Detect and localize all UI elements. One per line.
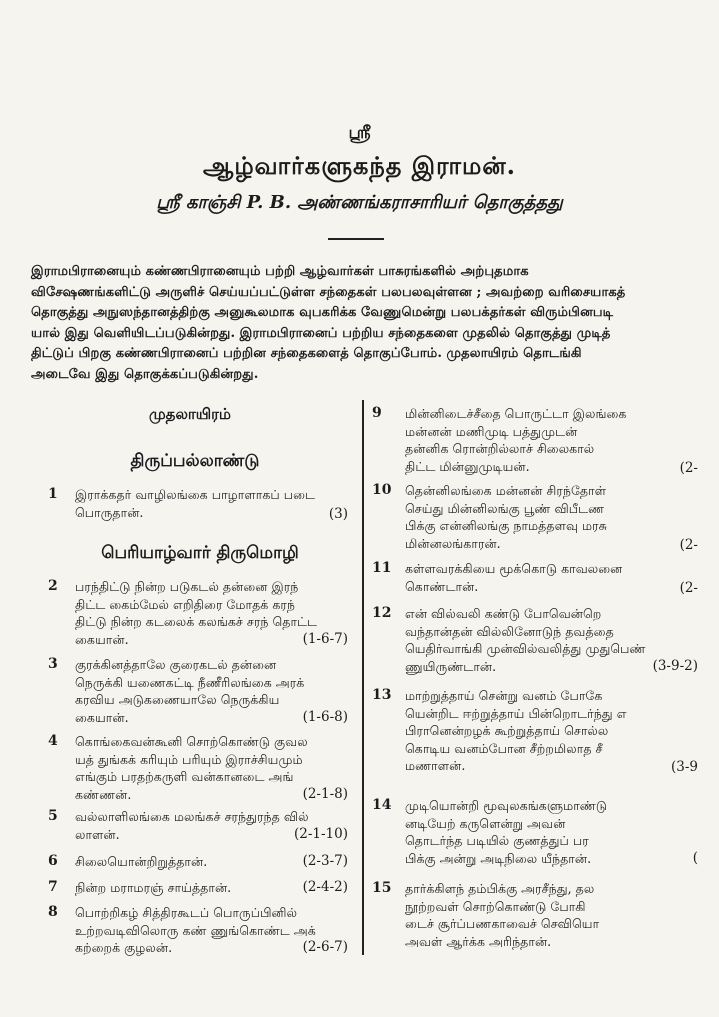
verse-line: பரந்திட்டு நின்ற படுகடல் தன்னை இரந் (75, 579, 299, 594)
verse-line: பிக்கு அன்று அடிநிலை யீந்தான். (405, 850, 592, 866)
verse-line: கையான். (75, 709, 129, 725)
verse-line: சிலையொன்றிறுத்தான். (75, 854, 208, 869)
verse-number: 5 (48, 808, 58, 824)
intro-paragraph (31, 262, 689, 385)
verse-line: ணுயிருண்டான். (405, 658, 497, 674)
work-heading-thiruppallandu: திருப்பல்லாண்டு (130, 451, 260, 471)
verse-number: 3 (48, 656, 58, 672)
sri-mark: ஸ்ரீ (348, 123, 371, 143)
column-divider (362, 400, 364, 955)
verse-entry (372, 605, 712, 681)
verse-entry (48, 808, 348, 848)
verse-reference: (3) (328, 506, 348, 522)
intro-line: அடைவே இது தொகுக்கப்படுகின்றது. (31, 366, 259, 382)
verse-line: இராக்கதர் வாழிலங்கை பாழாளாகப் படை (75, 487, 316, 502)
verse-entry (372, 482, 712, 558)
verse-reference: (1-6-8) (302, 709, 348, 725)
verse-line: பிக்கு என்னிலங்கு நாமத்தளவு மரசு (405, 518, 607, 533)
verse-entry (372, 560, 712, 600)
verse-line: மின்னிடைச்சீதை பொருட்டா இலங்கை (405, 406, 627, 421)
verse-line: தன்னிக ரொன்றில்லாச் சிலைகால் (405, 441, 595, 456)
verse-line: நின்ற மராமரஞ் சாய்த்தான். (75, 880, 232, 895)
verse-line: மின்னலங்காரன். (405, 535, 501, 551)
verse-number: 14 (372, 797, 392, 813)
verse-line: கரவிய அடுகணையாலே நெருக்கிய (75, 692, 280, 707)
verse-text (405, 880, 712, 950)
verse-line: கொடிய வனம்போன சீற்றமிலாத சீ (405, 740, 603, 756)
verse-number: 15 (372, 880, 392, 896)
verse-text (75, 486, 348, 521)
verse-reference: (2- (679, 460, 698, 476)
verse-text (405, 560, 712, 595)
verse-reference: (2-3-7) (302, 853, 348, 869)
verse-number: 4 (48, 733, 58, 749)
verse-line: குரக்கினத்தாலே குரைகடல் தன்னை (75, 657, 277, 672)
intro-line: தொகுத்து அநுஸந்தானத்திற்கு அனுகூலமாக வுபகரிக்க வேணுமென்று பலபக்தர்கள் விரும்பினபடி (31, 305, 614, 320)
verse-entry (48, 656, 348, 732)
verse-text (405, 687, 712, 775)
intro-line: இராமபிரானையும் கண்ணபிரானையும் பற்றி ஆழ்வார்கள் பாசுரங்களில் அற்புதமாக (31, 264, 529, 279)
verse-reference: (2-1-10) (293, 826, 348, 842)
verse-reference: (2-6-7) (302, 939, 348, 955)
verse-number: 12 (372, 605, 392, 621)
title-rule (328, 238, 384, 240)
verse-line: திட்ட கைம்மேல் எறிதிரை மோதக் கரந் (75, 596, 295, 612)
verse-line: கொங்கைவன்கூனி சொற்கொண்டு குவல (75, 734, 308, 749)
verse-reference: (3-9 (670, 759, 698, 775)
verse-line: லாளன். (75, 826, 120, 842)
verse-line: யத் துங்கக் கரியும் பரியும் இராச்சியமும் (75, 751, 303, 767)
verse-line: எங்கும் பரதற்கருளி வன்கானடை அங் (75, 769, 294, 784)
verse-line: டைச் சூர்ப்பணகாவைச் செவியொ (405, 916, 600, 931)
verse-reference: (2-1-8) (302, 786, 348, 802)
verse-entry (372, 405, 712, 481)
work-heading-periyazhvar-thirumozhi: பெரியாழ்வார் திருமொழி (101, 543, 299, 563)
verse-number: 2 (48, 578, 58, 594)
verse-line: தொடர்ந்த படியில் குணத்துப் பர (405, 833, 589, 848)
verse-line: வல்லாளிலங்கை மலங்கச் சரந்துரந்த வில் (75, 809, 309, 824)
intro-line: விசேஷணங்களிட்டு அருளிச் செய்யப்பட்டுள்ள சந்தைகள் பலபலவுள்ளன ; அவற்றை வரிசையாகத் (31, 284, 626, 300)
verse-number: 10 (372, 482, 392, 498)
verse-number: 13 (372, 687, 392, 703)
section-heading: முதலாயிரம் (149, 405, 231, 423)
verse-number: 7 (48, 879, 58, 895)
verse-text (405, 482, 712, 552)
verse-line: கொண்டான். (405, 578, 479, 594)
verse-line: உற்றவடிவிலொரு கண் ணுங்கொண்ட அக் (75, 922, 316, 938)
verse-line: வந்தான்தன் வில்லினோடுந் தவத்தை (405, 623, 614, 639)
verse-text (405, 405, 712, 475)
verse-text (405, 797, 712, 867)
verse-line: திட்டு நின்ற கடலைக் கலங்கச் சரந் தொட்ட (75, 614, 318, 629)
verse-line: நூற்றவள் சொற்கொண்டு போகி (405, 898, 586, 914)
verse-entry (372, 687, 712, 781)
verse-line: முடியொன்றி மூவுலகங்களுமாண்டு (405, 798, 608, 813)
verse-entry (372, 880, 712, 956)
verse-reference: ( (692, 850, 698, 866)
verse-line: யெதிர்வாங்கி முன்வில்வலித்து முதுபெண் (405, 641, 646, 656)
verse-line: தென்னிலங்கை மன்னன் சிரந்தோள் (405, 483, 607, 498)
verse-line: யென்றிட ஈற்றுத்தாய் பின்றொடர்ந்து எ (405, 705, 627, 721)
verse-entry (48, 486, 348, 526)
verse-line: நெருக்கி யணைகட்டி நீணீரிலங்கை அரக் (75, 674, 305, 690)
verse-reference: (2-4-2) (302, 879, 348, 895)
verse-number: 6 (48, 853, 58, 869)
verse-entry (48, 733, 348, 809)
verse-line: கள்ளவரக்கியை மூக்கொடு காவலனை (405, 561, 623, 576)
verse-entry (48, 578, 348, 654)
verse-entry (48, 853, 348, 873)
verse-number: 8 (48, 904, 58, 920)
page-subtitle: ஸ்ரீ காஞ்சி P. B. அண்ணங்கராசாரியர் தொகுத்தது (156, 192, 563, 213)
verse-reference: (2- (679, 580, 698, 596)
verse-line: அவள் ஆர்க்க அரிந்தான். (405, 933, 552, 949)
verse-reference: (2- (679, 537, 698, 553)
verse-entry (48, 904, 348, 962)
verse-line: கற்றைக் குழலன். (75, 940, 173, 955)
intro-line: திட்டுப் பிறகு கண்ணபிரானைப் பற்றின சந்தைகளைத் தொகுப்போம். முதலாயிரம் தொடங்கி (31, 346, 582, 361)
verse-line: கையான். (75, 631, 129, 647)
verse-number: 1 (48, 486, 58, 502)
verse-line: பிரானென்றழக் கூற்றுத்தாய் சொல்ல (405, 723, 609, 738)
verse-reference: (1-6-7) (302, 631, 348, 647)
verse-number: 9 (372, 405, 382, 421)
verse-number: 11 (372, 560, 392, 576)
intro-line: யால் இது வெளியிடப்படுகின்றது. இராமபிரானைப் பற்றிய சந்தைகளை முதலில் தொகுத்து முடித் (31, 325, 611, 341)
verse-line: என் வில்வலி கண்டு போவென்றெ (405, 606, 602, 621)
verse-line: பொற்றிகழ் சித்திரகூடப் பொருப்பினில் (75, 905, 298, 920)
verse-line: கண்ணன். (75, 786, 132, 802)
verse-line: னடியேற் கருளென்று அவன் (405, 815, 566, 831)
verse-line: திட்ட மின்னுமுடியன். (405, 458, 530, 474)
verse-line: மாற்றுத்தாய் சென்று வனம் போகே (405, 688, 603, 703)
verse-line: மன்னன் மணிமுடி பத்துமுடன் (405, 423, 578, 439)
verse-entry (48, 879, 348, 899)
verse-line: தார்க்கிளந் தம்பிக்கு அரசீந்து, தல (405, 881, 595, 896)
verse-line: பொருதான். (75, 504, 144, 520)
verse-line: மணாளன். (405, 758, 466, 773)
verse-entry (372, 797, 712, 873)
verse-line: செய்து மின்னிலங்கு பூண் விபீடண (405, 500, 605, 516)
verse-reference: (3-9-2) (652, 658, 698, 674)
page-title: ஆழ்வார்களுகந்த இராமன். (203, 151, 516, 180)
